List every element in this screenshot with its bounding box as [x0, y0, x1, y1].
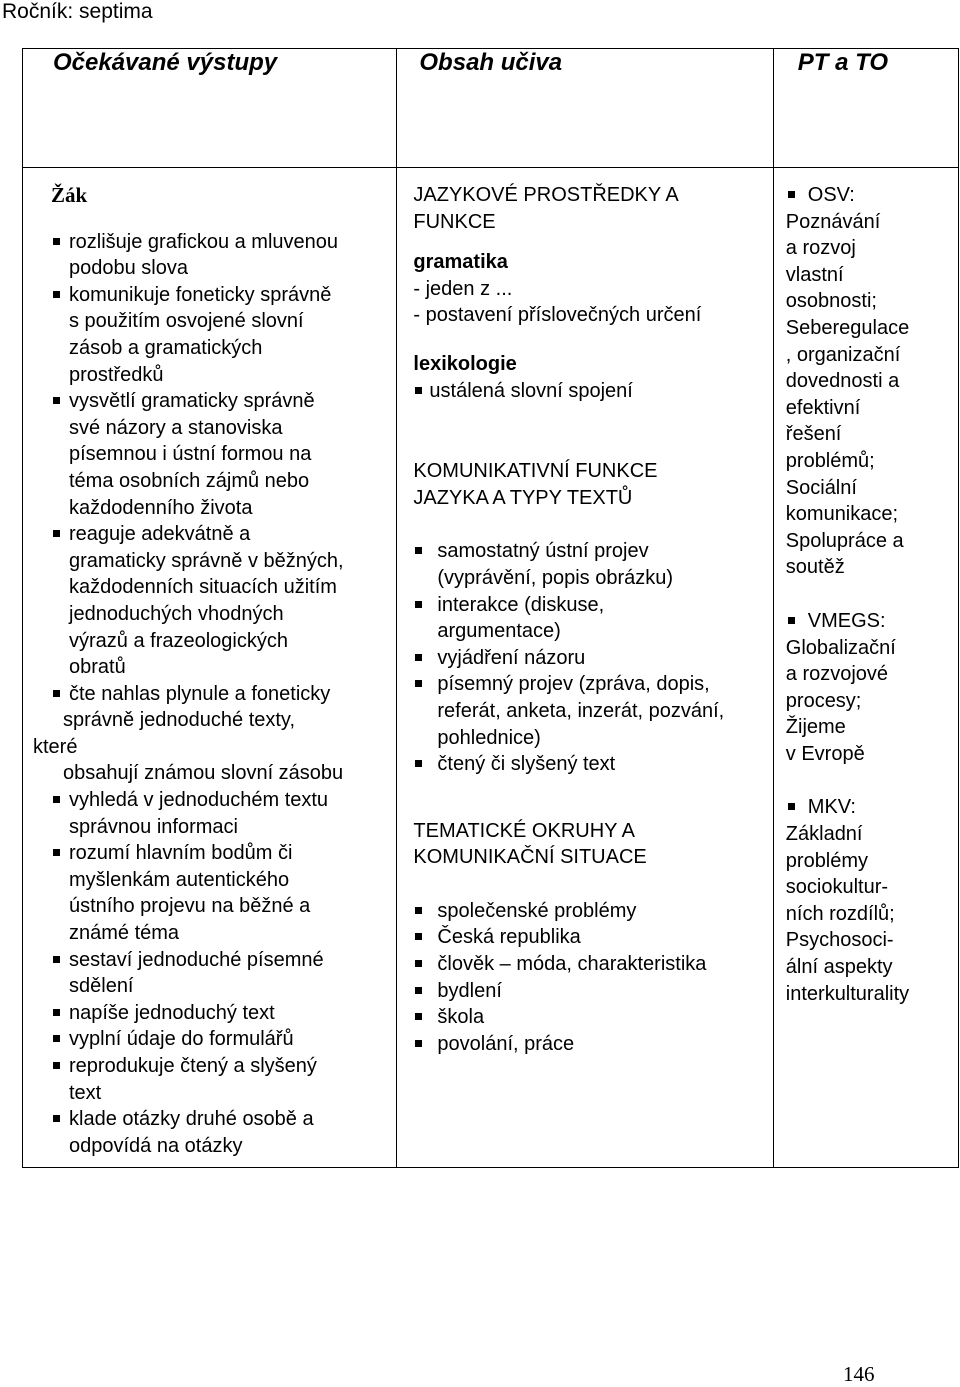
section-thematic-areas [413, 818, 768, 1058]
text-line: v Evropě [785, 742, 865, 765]
outputs-list [33, 229, 390, 1160]
list-item [413, 924, 768, 951]
list-item [413, 671, 768, 751]
text-line: čtený či slyšený text [437, 753, 616, 776]
list-item [413, 1004, 768, 1031]
text-line: Česká republika [437, 926, 581, 949]
text-line: , organizační [785, 343, 901, 366]
text-line: ální aspekty [785, 956, 893, 979]
text-line: odpovídá na otázky [69, 1134, 243, 1157]
text-line: soutěž [785, 556, 845, 579]
text-line: napíše jednoduchý text [69, 1001, 275, 1024]
text-line: písemnou i ústní formou na [69, 443, 312, 466]
text-line: vyjádření názoru [437, 646, 586, 669]
text-line: pohlednice) [437, 726, 541, 749]
text-line: společenské problémy [437, 899, 637, 922]
text-line: Seberegulace [785, 316, 910, 339]
subject-label: Žák [51, 183, 88, 207]
text-line: ústního projevu na běžné a [69, 895, 311, 918]
text-line: Poznávání [785, 210, 881, 233]
text-line: vysvětlí gramaticky správně [69, 390, 315, 413]
text-line: MKV: [807, 796, 856, 819]
list-item [51, 1106, 390, 1159]
text-line: - postavení příslovečných určení [413, 304, 702, 327]
text-line: vyhledá v jednoduchém textu [69, 789, 329, 812]
text-line: interkulturality [785, 982, 910, 1005]
text-line: problémy [785, 849, 869, 872]
text-line: gramaticky správně v běžných, [69, 549, 344, 572]
list-item [51, 282, 390, 388]
text-line: KOMUNIKATIVNÍ FUNKCE [413, 460, 658, 483]
content-cell [397, 168, 773, 1168]
vmegs-block [786, 608, 954, 768]
communicative-list [413, 538, 768, 777]
text-line: referát, anketa, inzerát, pozvání, [437, 699, 725, 722]
text-line: Sociální [785, 476, 857, 499]
vmegs-text [786, 635, 954, 768]
list-item [51, 521, 390, 681]
page-number: 146 [843, 1362, 875, 1386]
gramatika-label: gramatika [413, 251, 508, 274]
text-line: obsahují známou slovní zásobu [63, 762, 344, 785]
list-item [413, 592, 768, 645]
list-item [413, 951, 768, 978]
grade-label: Ročník: septima [2, 0, 153, 23]
lexikologie-label: lexikologie [413, 352, 517, 375]
text-line: bydlení [437, 979, 502, 1002]
text-line: vlastní [785, 263, 844, 286]
list-item [51, 681, 390, 708]
pt-to-cell [773, 168, 958, 1168]
text-line: FUNKCE [413, 210, 496, 233]
section-language-means [413, 182, 768, 404]
list-item [413, 645, 768, 672]
header-outputs: Očekávané výstupy [23, 49, 397, 168]
text-line: řešení [785, 423, 842, 446]
text-line: myšlenkám autentického [69, 868, 290, 891]
list-item [51, 1053, 390, 1106]
thematic-list [413, 898, 768, 1058]
text-line: TEMATICKÉ OKRUHY A [413, 819, 635, 842]
text-line: sociokultur- [785, 876, 889, 899]
osv-block [786, 182, 954, 581]
text-line: správnou informaci [69, 815, 238, 838]
text-line: - jeden z ... [413, 277, 513, 300]
text-line: ních rozdílů; [785, 902, 895, 925]
text-line: osobnosti; [785, 290, 877, 313]
section-communicative-functions [413, 458, 768, 778]
text-line: a rozvojové [785, 663, 889, 686]
text-line: Psychosoci- [785, 929, 894, 952]
list-item [51, 1000, 390, 1027]
text-line: komunikace; [785, 503, 899, 526]
section-title [413, 182, 768, 235]
header-content: Obsah učiva [397, 49, 773, 168]
text-line: každodenního života [69, 496, 253, 519]
list-item [413, 978, 768, 1005]
text-line: klade otázky druhé osobě a [69, 1108, 314, 1131]
header-pt-to: PT a TO [773, 49, 958, 168]
text-line: samostatný ústní projev [437, 540, 649, 563]
text-line: Žijeme [785, 716, 846, 739]
section-title [413, 458, 768, 511]
list-item [413, 751, 768, 778]
text-line: argumentace) [437, 620, 561, 643]
text-line: Základní [785, 823, 863, 846]
text-line: téma osobních zájmů nebo [69, 469, 310, 492]
list-item [51, 1026, 390, 1053]
osv-text [786, 209, 954, 581]
text-line: ustálená slovní spojení [429, 379, 633, 402]
vmegs-item [786, 608, 954, 635]
list-item [51, 229, 390, 282]
text-line: a rozvoj [785, 237, 856, 260]
text-line: své názory a stanoviska [69, 416, 283, 439]
text-line: interakce (diskuse, [437, 593, 605, 616]
text-line: člověk – móda, charakteristika [437, 953, 707, 976]
text-line: s použitím osvojené slovní [69, 310, 304, 333]
text-line: písemný projev (zpráva, dopis, [437, 673, 710, 696]
outputs-cell [23, 168, 397, 1168]
text-line: komunikuje foneticky správně [69, 283, 332, 306]
list-item-continuation [33, 707, 390, 787]
text-line: procesy; [785, 689, 862, 712]
list-item [413, 378, 768, 405]
text-line: podobu slova [69, 257, 188, 280]
text-line: VMEGS: [807, 609, 886, 632]
text-line: reprodukuje čtený a slyšený [69, 1055, 317, 1077]
text-line: které [33, 735, 78, 758]
text-line: obratů [69, 656, 126, 679]
list-item [51, 840, 390, 946]
text-line: známé téma [69, 922, 180, 945]
text-line: jednoduchých vhodných [69, 602, 284, 625]
text-line: vyplní údaje do formulářů [69, 1028, 294, 1051]
text-line: povolání, práce [437, 1032, 575, 1055]
mkv-text [786, 821, 954, 1007]
text-line: rozlišuje grafickou a mluvenou [69, 230, 339, 253]
text-line: výrazů a frazeologických [69, 629, 288, 652]
list-item [51, 787, 390, 840]
text-line: JAZYKA A TYPY TEXTŮ [413, 486, 633, 509]
text-line: problémů; [785, 449, 875, 472]
text-line: Globalizační [785, 636, 896, 659]
text-line: dovednosti a [785, 370, 900, 393]
text-line: KOMUNIKAČNÍ SITUACE [413, 846, 647, 869]
mkv-item [786, 794, 954, 821]
list-item [51, 947, 390, 1000]
table-header-row [23, 49, 959, 168]
osv-item [786, 182, 954, 209]
list-item [413, 538, 768, 591]
text-line: text [69, 1081, 102, 1104]
curriculum-table [22, 48, 959, 1168]
text-line: OSV: [807, 184, 855, 206]
mkv-block [786, 794, 954, 1007]
text-line: reaguje adekvátně a [69, 523, 251, 546]
section-title [413, 818, 768, 871]
text-line: sdělení [69, 975, 134, 998]
list-item [413, 1031, 768, 1058]
text-line: rozumí hlavním bodům či [69, 842, 293, 865]
text-line: škola [437, 1006, 485, 1029]
text-line: správně jednoduché texty, [63, 709, 296, 732]
lexikologie-list [413, 378, 768, 405]
text-line: Spolupráce a [785, 529, 904, 552]
text-line: sestaví jednoduché písemné [69, 948, 324, 971]
gramatika-lines [413, 276, 768, 329]
text-line: zásob a gramatických [69, 336, 263, 359]
text-line: (vyprávění, popis obrázku) [437, 566, 674, 589]
text-line: JAZYKOVÉ PROSTŘEDKY A [413, 184, 679, 206]
text-line: prostředků [69, 363, 164, 386]
list-item [413, 898, 768, 925]
table-body-row [23, 168, 959, 1168]
text-line: efektivní [785, 396, 861, 419]
list-item [51, 388, 390, 521]
text-line: čte nahlas plynule a foneticky [69, 682, 331, 705]
text-line: každodenních situacích užitím [69, 576, 337, 599]
